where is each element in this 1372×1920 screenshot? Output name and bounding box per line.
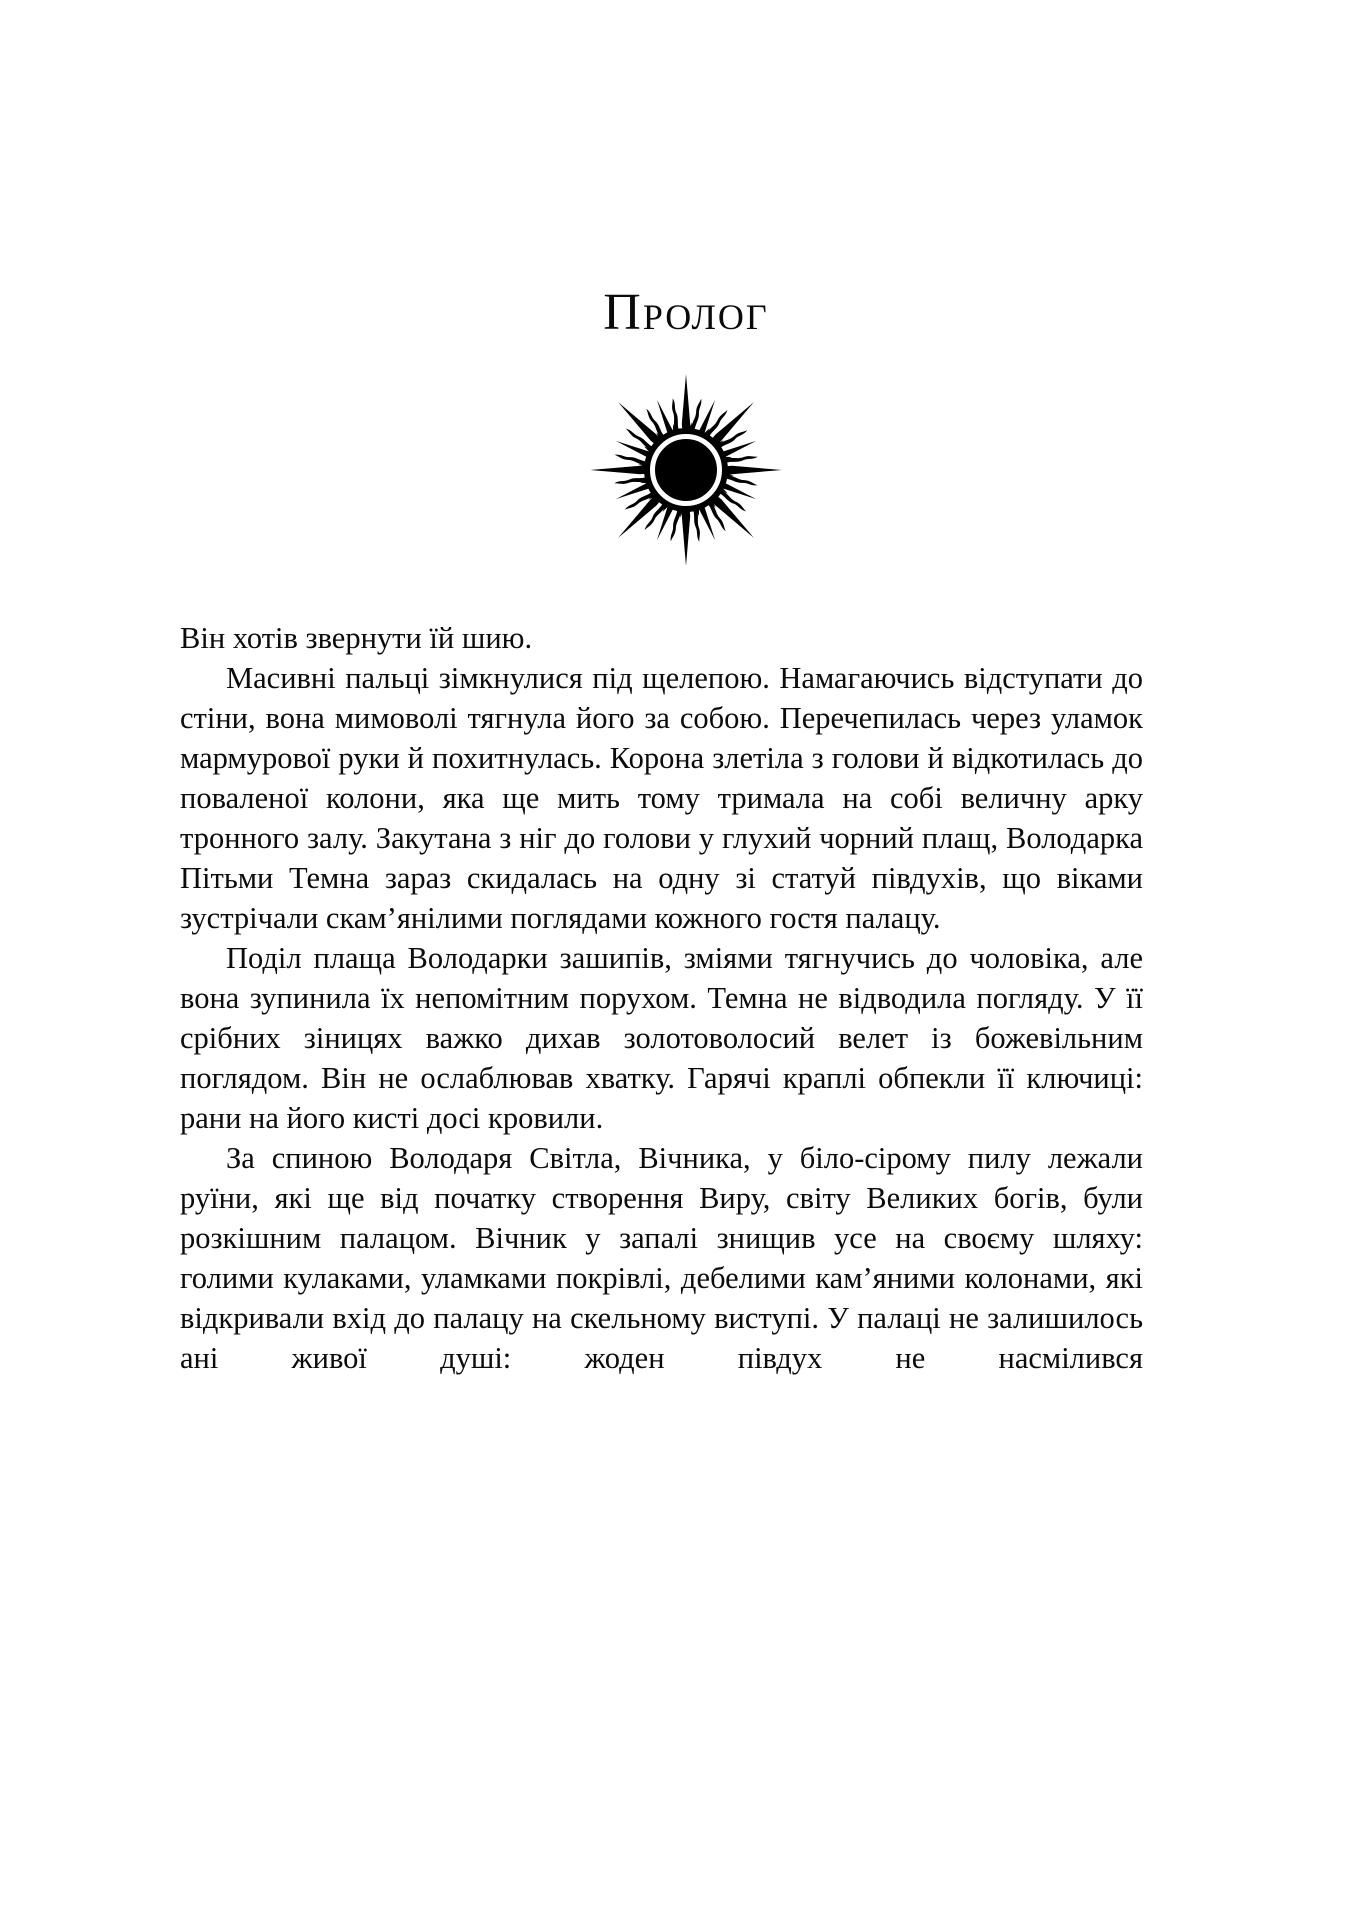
body-text	[180, 618, 1143, 1378]
paragraph: Він хотів звернути їй шию.	[180, 621, 533, 655]
paragraph: За спиною Володаря Світла, Вічника, у біло-сірому пилу лежали руїни, які ще від початку створення Виру, світу Великих богів, були розкішним палацом. Вічник у запалі знищив усе на своєму шляху: голими кулаками, уламками покрівлі, дебелими кам’яними колонами, які відкривали вхід до палацу на скельному виступі. У палаці не залишилось ані живої душі: жоден півдух не насмілився	[180, 1141, 1143, 1375]
paragraph: Масивні пальці зімкнулися під щелепою. Намагаючись відступати до стіни, вона мимоволі тягнула його за собою. Перечепилась через уламок мармурової руки й похитнулась. Корона злетіла з голови й відкотилась до поваленої колони, яка ще мить тому тримала на собі величну арку тронного залу. Закутана з ніг до голови у глухий чорний плащ, Володарка Пітьми Темна зараз скидалась на одну зі статуй півдухів, що віками зустрічали скам’янілими поглядами кожного гостя палацу.	[180, 661, 1143, 935]
black-sun-ornament	[586, 372, 786, 568]
page-title: Пролог	[603, 283, 769, 341]
paragraph: Поділ плаща Володарки зашипів, зміями тягнучись до чоловіка, але вона зупинила їх непомітним порухом. Темна не відводила погляду. У її срібних зіницях важко дихав золотоволосий велет із божевільним поглядом. Він не ослаблював хватку. Гарячі краплі обпекли її ключиці: рани на його кисті досі кровили.	[180, 941, 1143, 1135]
